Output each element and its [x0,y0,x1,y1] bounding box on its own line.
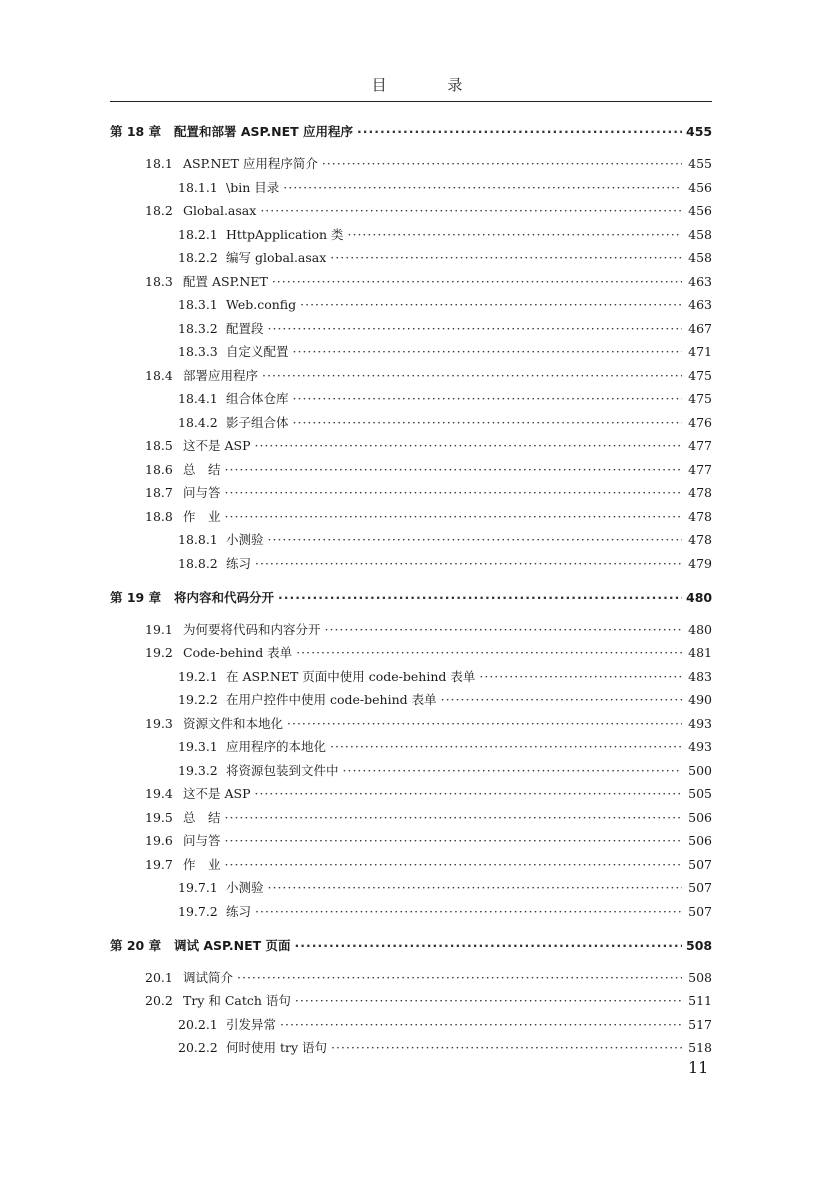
toc-section-entry [178,532,712,548]
toc-section-entry [145,203,712,219]
toc-dot-leader [441,692,682,708]
toc-entry-title: 配置和部署 ASP.NET 应用程序 [174,124,354,139]
toc-entry-page: 476 [688,414,712,430]
toc-entry-title: 总 结 [183,809,221,825]
toc-section-entry [178,904,712,920]
toc-dot-leader [225,833,682,849]
toc-dot-leader [225,509,682,525]
toc-entry-number: 19.6 [145,833,173,848]
toc-dot-leader [272,274,682,290]
toc-dot-leader [330,739,682,755]
toc-chapter-entry [110,938,712,954]
toc-entry-number: 18.2.1 [178,226,218,242]
toc-entry-number: 19.2.1 [178,668,218,684]
toc-entry-page: 483 [688,668,712,684]
toc-entry-title: \bin 目录 [226,179,280,195]
toc-entry-page: 480 [688,621,712,637]
toc-entry-number: 18.3.1 [178,297,218,312]
toc-entry-title: 将内容和代码分开 [174,589,275,605]
toc-section-entry [178,739,712,755]
toc-entry-number: 第 18 章 [110,124,162,139]
toc-dot-leader [300,297,682,313]
toc-entry-page: 475 [688,391,712,406]
toc-entry-title: 在用户控件中使用 code-behind 表单 [226,692,437,707]
toc-section-entry [145,368,712,384]
toc-dot-leader [283,180,682,196]
toc-entry-number: 18.5 [145,438,173,453]
toc-section-entry [178,556,712,572]
toc-entry-title: 引发异常 [226,1016,277,1032]
toc-dot-leader [225,857,682,873]
toc-entry-title: Try 和 Catch 语句 [183,993,291,1008]
toc-dot-leader [268,321,682,337]
toc-section-entry [178,669,712,685]
toc-entry-number: 18.4 [145,367,173,383]
toc-entry-number: 18.6 [145,461,173,477]
toc-section-entry [145,622,712,638]
toc-dot-leader [357,124,682,140]
toc-entry-number: 19.4 [145,786,173,801]
page-header: 目 录 [371,76,491,94]
toc-entry-page: 477 [688,461,712,477]
toc-section-entry [178,344,712,360]
toc-entry-number: 19.1 [145,621,173,637]
toc-entry-number: 18.3 [145,273,173,289]
toc-entry-number: 19.7.1 [178,880,218,895]
toc-entry-page: 477 [688,438,712,453]
toc-entry-page: 456 [688,179,712,195]
toc-entry-page: 456 [688,203,712,218]
toc-entry-title: 调试简介 [183,969,234,985]
toc-dot-leader [348,227,683,243]
toc-entry-page: 500 [688,762,712,778]
toc-entry-page: 458 [688,250,712,265]
toc-entry-number: 18.3.2 [178,320,218,336]
toc-entry-title: 为何要将代码和内容分开 [183,621,321,637]
toc-section-entry [145,716,712,732]
toc-entry-number: 19.3.1 [178,739,218,754]
toc-entry-title: 问与答 [183,485,221,500]
toc-entry-number: 19.7.2 [178,903,218,919]
toc-entry-number: 19.3 [145,715,173,731]
toc-entry-title: 调试 ASP.NET 页面 [174,937,291,953]
toc-entry-number: 18.8.2 [178,555,218,571]
toc-section-entry [178,227,712,243]
toc-entry-page: 507 [688,903,712,919]
toc-entry-title: 配置段 [226,320,264,336]
toc-entry-title: 小测验 [226,880,264,895]
toc-dot-leader [330,250,682,266]
toc-section-entry [178,763,712,779]
toc-entry-title: 作 业 [183,856,221,872]
toc-entry-page: 493 [688,715,712,731]
toc-entry-number: 19.3.2 [178,762,218,778]
toc-entry-page: 490 [688,692,712,707]
toc-entry-number: 18.4.1 [178,391,218,406]
toc-entry-page: 458 [688,226,712,242]
toc-entry-number: 20.2.2 [178,1040,218,1055]
toc-entry-number: 18.2.2 [178,250,218,265]
toc-entry-title: 问与答 [183,833,221,848]
toc-dot-leader [287,716,682,732]
toc-entry-number: 第 20 章 [110,937,162,953]
toc-entry-number: 18.2 [145,203,173,218]
toc-section-entry [145,509,712,525]
toc-entry-number: 18.8.1 [178,532,218,547]
toc-entry-title: 作 业 [183,508,221,524]
toc-entry-page: 507 [688,856,712,872]
toc-entry-page: 478 [688,485,712,500]
toc-entry-title: 练习 [226,555,252,571]
toc-entry-page: 511 [688,993,712,1008]
toc-chapter-entry [110,590,712,606]
toc-entry-title: 何时使用 try 语句 [226,1040,328,1055]
toc-entry-title: 应用程序的本地化 [226,739,327,754]
toc-dot-leader [268,532,682,548]
toc-section-entry [145,462,712,478]
toc-dot-leader [254,438,682,454]
toc-dot-leader [293,391,682,407]
toc-entry-title: 这不是 ASP [183,786,251,801]
page-number: 11 [688,1058,709,1077]
toc-entry-title: Web.config [226,297,297,312]
toc-entry-title: 配置 ASP.NET [183,273,268,289]
toc-dot-leader [331,1040,682,1056]
toc-entry-number: 20.2.1 [178,1016,218,1032]
toc-entry-number: 18.7 [145,485,173,500]
toc-entry-number: 20.1 [145,969,173,985]
toc-dot-leader [296,645,682,661]
toc-entry-page: 518 [688,1040,712,1055]
toc-section-entry [145,438,712,454]
toc-entry-page: 481 [688,645,712,660]
toc-dot-leader [293,415,682,431]
toc-entry-number: 18.3.3 [178,344,218,359]
toc-section-entry [178,297,712,313]
toc-entry-page: 508 [686,937,713,953]
toc-entry-page: 508 [688,969,712,985]
toc-entry-title: 部署应用程序 [183,367,259,383]
toc-section-entry [145,857,712,873]
toc-entry-title: 小测验 [226,532,264,547]
toc-entry-title: Global.asax [183,203,257,218]
toc-entry-number: 19.7 [145,856,173,872]
toc-entry-page: 507 [688,880,712,895]
toc-dot-leader [278,590,682,606]
toc-dot-leader [479,669,682,685]
toc-entry-title: ASP.NET 应用程序简介 [183,156,318,171]
toc-section-entry [178,1040,712,1056]
toc-entry-title: 总 结 [183,461,221,477]
toc-section-entry [178,180,712,196]
toc-entry-page: 467 [688,320,712,336]
toc-dot-leader [268,880,682,896]
toc-entry-title: 组合体仓库 [226,391,289,406]
toc-dot-leader [254,786,682,802]
toc-entry-page: 505 [688,786,712,801]
toc-entry-number: 第 19 章 [110,589,162,605]
toc-section-entry [145,156,712,172]
toc-section-entry [145,833,712,849]
toc-entry-title: 练习 [226,903,252,919]
toc-entry-number: 19.2.2 [178,692,218,707]
toc-entry-page: 475 [688,367,712,383]
toc-section-entry [178,1017,712,1033]
toc-section-entry [178,250,712,266]
toc-section-entry [145,274,712,290]
toc-entry-page: 479 [688,555,712,571]
toc-entry-page: 480 [686,589,713,605]
toc-chapter-entry [110,124,712,140]
toc-dot-leader [343,763,682,779]
toc-entry-number: 18.1 [145,156,173,171]
toc-entry-page: 517 [688,1016,712,1032]
toc-section-entry [178,391,712,407]
toc-entry-number: 18.8 [145,508,173,524]
toc-dot-leader [255,904,682,920]
toc-dot-leader [225,462,682,478]
toc-entry-page: 493 [688,739,712,754]
toc-dot-leader [237,970,682,986]
toc-section-entry [178,692,712,708]
toc-entry-title: 这不是 ASP [183,438,251,453]
toc-entry-title: 自定义配置 [226,344,289,359]
toc-entry-page: 463 [688,297,712,312]
toc-dot-leader [295,993,682,1009]
toc-section-entry [145,970,712,986]
toc-dot-leader [225,810,682,826]
toc-entry-title: 在 ASP.NET 页面中使用 code-behind 表单 [226,668,476,684]
toc-dot-leader [293,344,682,360]
toc-dot-leader [295,938,682,954]
toc-entry-title: 编写 global.asax [226,250,327,265]
toc-dot-leader [322,156,682,172]
toc-entry-number: 19.2 [145,645,173,660]
toc-section-entry [145,786,712,802]
toc-entry-number: 18.4.2 [178,414,218,430]
toc-entry-page: 506 [688,833,712,848]
toc-entry-page: 506 [688,809,712,825]
toc-entry-title: HttpApplication 类 [226,226,344,242]
toc-entry-title: 资源文件和本地化 [183,715,284,731]
toc-entry-page: 455 [688,156,712,171]
toc-entry-page: 455 [686,124,713,139]
toc-entry-title: Code-behind 表单 [183,645,293,660]
toc-section-entry [145,645,712,661]
toc-section-entry [145,993,712,1009]
toc-section-entry [145,810,712,826]
toc-section-entry [178,415,712,431]
toc-entry-page: 463 [688,273,712,289]
toc-section-entry [178,880,712,896]
toc-entry-number: 18.1.1 [178,179,218,195]
toc-dot-leader [325,622,682,638]
toc-dot-leader [262,368,682,384]
toc-entry-number: 20.2 [145,993,173,1008]
toc-dot-leader [280,1017,682,1033]
toc-section-entry [178,321,712,337]
toc-entry-page: 478 [688,532,712,547]
toc-entry-title: 影子组合体 [226,414,289,430]
toc-entry-page: 471 [688,344,712,359]
toc-entry-title: 将资源包装到文件中 [226,762,339,778]
toc-dot-leader [260,203,682,219]
toc-dot-leader [225,485,682,501]
toc-entry-page: 478 [688,508,712,524]
toc-section-entry [145,485,712,501]
toc-dot-leader [255,556,682,572]
toc-entry-number: 19.5 [145,809,173,825]
